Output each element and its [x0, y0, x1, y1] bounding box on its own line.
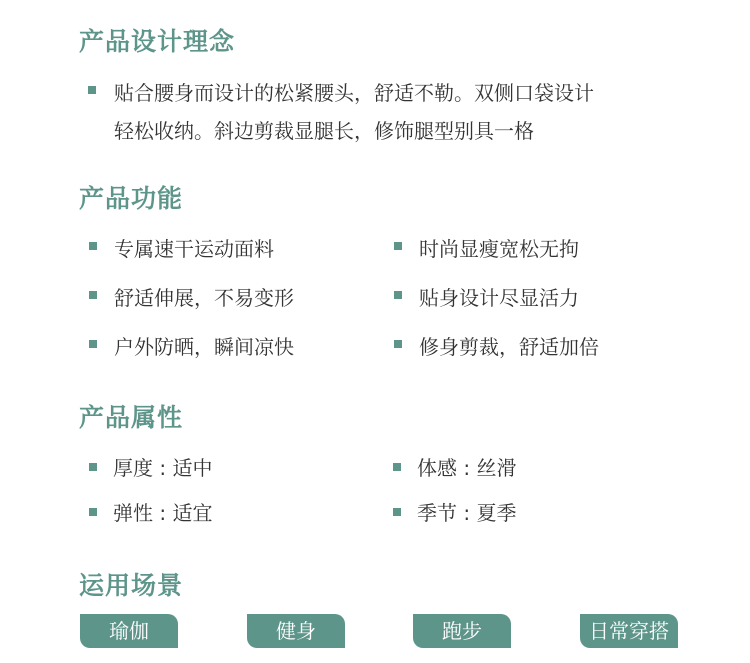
design-concept-line-1: 贴合腰身而设计的松紧腰头，舒适不勒。双侧口袋设计	[114, 81, 594, 105]
bullet-icon	[393, 508, 401, 516]
function-item: 户外防晒，瞬间凉快	[114, 335, 294, 359]
bullet-icon	[89, 463, 97, 471]
attributes-heading: 产品属性	[79, 403, 184, 432]
scene-tag-yoga[interactable]: 瑜伽	[80, 614, 178, 648]
attribute-item: 厚度 : 适中	[113, 456, 213, 480]
bullet-icon	[394, 291, 402, 299]
scene-tag-running[interactable]: 跑步	[413, 614, 511, 648]
bullet-icon	[394, 242, 402, 250]
functions-heading: 产品功能	[79, 184, 184, 213]
bullet-icon	[89, 340, 97, 348]
function-item: 贴身设计尽显活力	[419, 286, 579, 310]
bullet-icon	[393, 463, 401, 471]
attribute-item: 体感 : 丝滑	[417, 456, 517, 480]
function-item: 修身剪裁，舒适加倍	[419, 335, 599, 359]
scenes-heading: 运用场景	[79, 571, 184, 600]
function-item: 舒适伸展，不易变形	[114, 286, 294, 310]
function-item: 专属速干运动面料	[114, 237, 274, 261]
bullet-icon	[394, 340, 402, 348]
function-item: 时尚显瘦宽松无拘	[419, 237, 579, 261]
scene-tag-daily-wear[interactable]: 日常穿搭	[580, 614, 678, 648]
attribute-item: 弹性 : 适宜	[113, 501, 213, 525]
bullet-icon	[89, 508, 97, 516]
bullet-icon	[89, 242, 97, 250]
design-concept-heading: 产品设计理念	[79, 27, 236, 56]
bullet-icon	[88, 86, 96, 94]
bullet-icon	[89, 291, 97, 299]
scene-tag-fitness[interactable]: 健身	[247, 614, 345, 648]
design-concept-line-2: 轻松收纳。斜边剪裁显腿长，修饰腿型别具一格	[114, 119, 534, 143]
attribute-item: 季节 : 夏季	[417, 501, 517, 525]
